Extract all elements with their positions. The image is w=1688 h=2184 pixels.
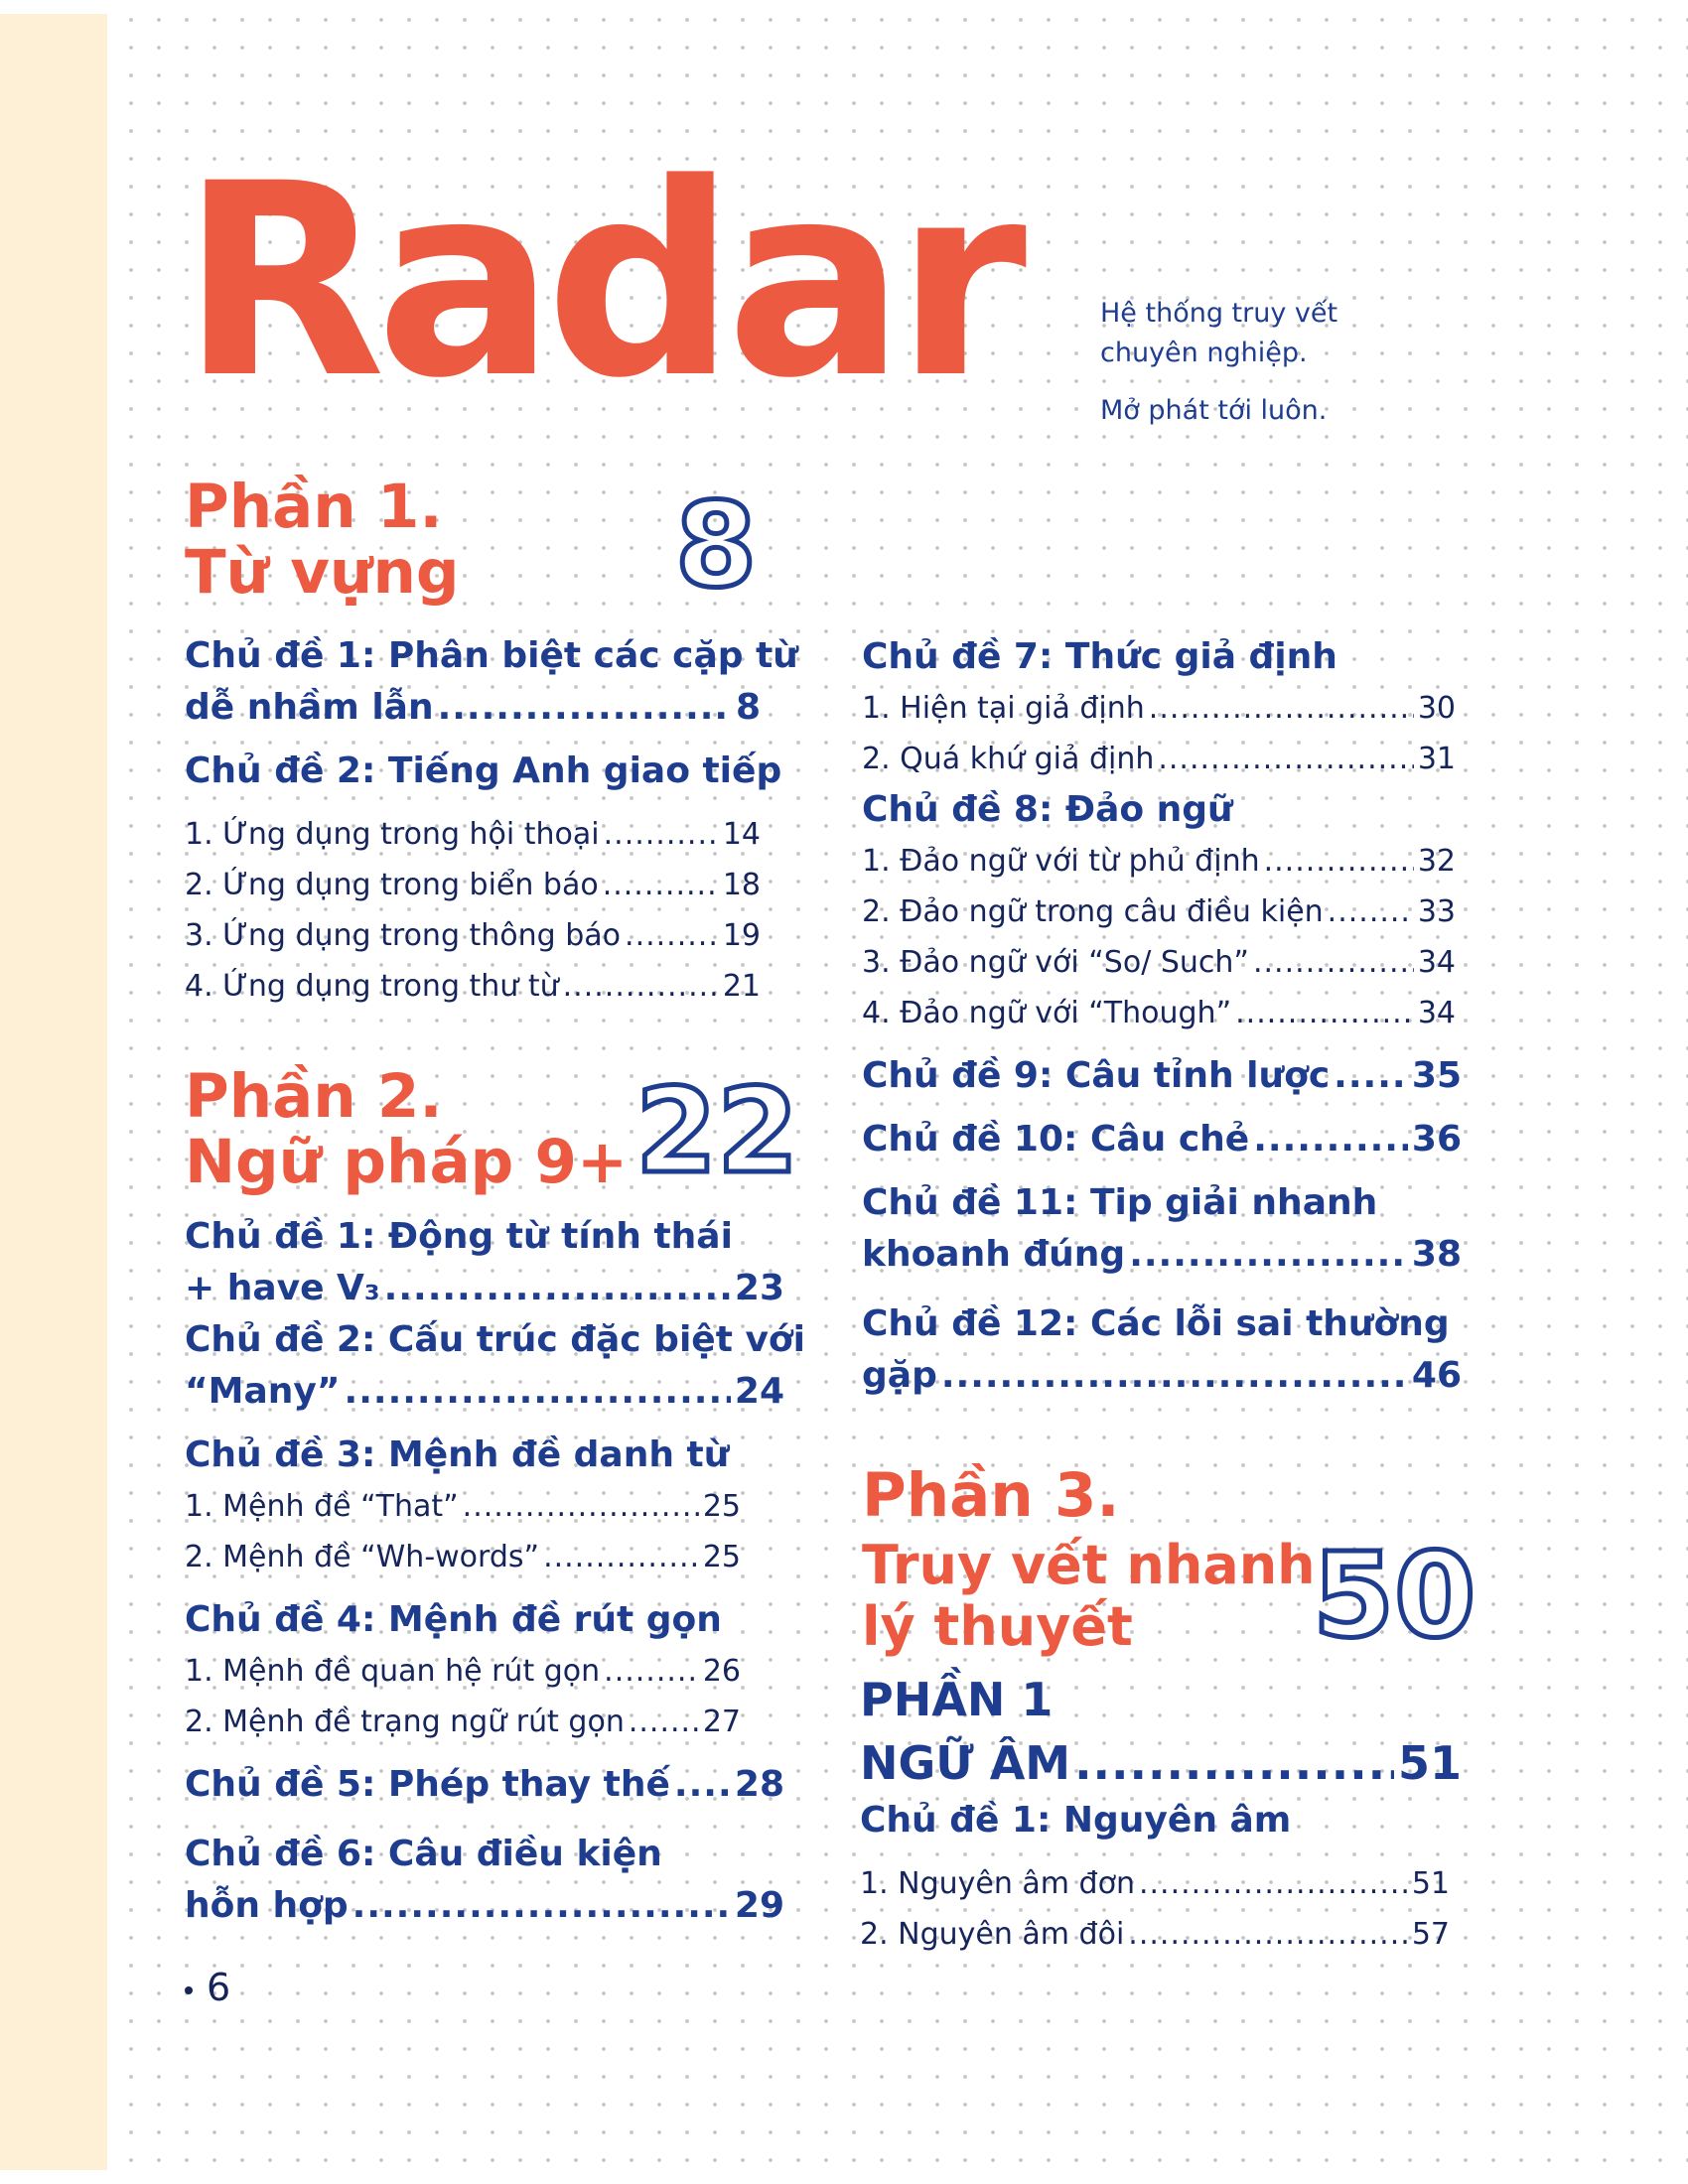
dot-leader bbox=[1139, 1858, 1408, 1909]
tagline-line-2: chuyên nghiệp. bbox=[1100, 338, 1308, 368]
item-page: 19 bbox=[722, 918, 761, 953]
item-text: 1. Ứng dụng trong hội thoại bbox=[185, 817, 600, 852]
part3-section-line1[interactable]: PHẦN 1 bbox=[860, 1673, 1054, 1726]
part2-topic6-line1[interactable]: Chủ đề 6: Câu điều kiện bbox=[185, 1834, 662, 1874]
part2-topic5-title: Chủ đề 5: Phép thay thế bbox=[185, 1764, 670, 1805]
part2-topic12-line2: gặp bbox=[862, 1355, 937, 1396]
dot-leader bbox=[1334, 1050, 1408, 1102]
list-item[interactable] bbox=[185, 910, 761, 961]
part2-topic2-page: 24 bbox=[734, 1371, 784, 1412]
part1-topic1-line2: dễ nhầm lẫn bbox=[185, 687, 434, 728]
part2-topic2-entry[interactable] bbox=[185, 1366, 784, 1418]
dot-leader bbox=[563, 961, 719, 1012]
item-page: 31 bbox=[1417, 742, 1456, 776]
dot-leader bbox=[345, 1366, 731, 1418]
strip-top-edge bbox=[0, 0, 107, 14]
part2-topic9-entry[interactable] bbox=[862, 1050, 1462, 1102]
part2-topic1-line1[interactable]: Chủ đề 1: Động từ tính thái bbox=[185, 1216, 733, 1257]
item-page: 51 bbox=[1411, 1866, 1450, 1901]
part3-label: Phần 3. bbox=[862, 1460, 1120, 1531]
part3-name-line1: Truy vết nhanh bbox=[862, 1534, 1316, 1596]
dot-leader bbox=[1328, 887, 1414, 937]
book-title: Radar bbox=[181, 127, 1018, 437]
tagline-line-1: Hệ thống truy vết bbox=[1100, 298, 1338, 329]
dot-leader bbox=[603, 860, 719, 910]
item-text: 1. Mệnh đề quan hệ rút gọn bbox=[185, 1654, 601, 1689]
item-text: 2. Đảo ngữ trong câu điều kiện bbox=[862, 894, 1324, 929]
dot-leader bbox=[629, 1697, 699, 1747]
item-page: 33 bbox=[1417, 894, 1456, 929]
item-text: 1. Mệnh đề “That” bbox=[185, 1489, 459, 1524]
part3-heading bbox=[862, 1460, 1120, 1531]
dot-leader bbox=[438, 682, 732, 734]
dot-leader bbox=[1253, 1114, 1408, 1165]
item-page: 32 bbox=[1417, 844, 1456, 879]
list-item[interactable] bbox=[860, 1909, 1450, 1960]
item-text: 2. Mệnh đề “Wh-words” bbox=[185, 1540, 540, 1574]
item-page: 34 bbox=[1417, 945, 1456, 980]
item-text: 1. Nguyên âm đơn bbox=[860, 1866, 1135, 1901]
part2-heading bbox=[185, 1061, 629, 1197]
part1-name: Từ vựng bbox=[185, 537, 460, 608]
part2-topic12-line1[interactable]: Chủ đề 12: Các lỗi sai thường bbox=[862, 1303, 1450, 1344]
part3-name bbox=[862, 1535, 1316, 1658]
list-item[interactable] bbox=[862, 836, 1456, 887]
item-text: 2. Quá khứ giả định bbox=[862, 742, 1155, 776]
dot-leader bbox=[1253, 937, 1414, 988]
item-text: 2. Nguyên âm đôi bbox=[860, 1917, 1125, 1952]
list-item[interactable] bbox=[185, 1697, 741, 1747]
item-page: 26 bbox=[702, 1654, 741, 1689]
part2-toc-right bbox=[862, 631, 1462, 1402]
item-page: 25 bbox=[702, 1540, 741, 1574]
part2-topic1-line2: + have V₃ bbox=[185, 1268, 380, 1308]
list-item[interactable] bbox=[862, 887, 1456, 937]
list-item[interactable] bbox=[185, 809, 761, 860]
part3-section-line2: NGỮ ÂM bbox=[860, 1736, 1071, 1790]
dot-leader bbox=[941, 1350, 1408, 1402]
part1-toc bbox=[185, 630, 798, 1012]
part3-section-page: 51 bbox=[1397, 1736, 1462, 1790]
list-item[interactable] bbox=[185, 860, 761, 910]
dot-leader bbox=[604, 1646, 699, 1697]
part2-topic5-entry[interactable] bbox=[185, 1759, 784, 1811]
part2-topic8-title[interactable]: Chủ đề 8: Đảo ngữ bbox=[862, 789, 1233, 830]
item-text: 4. Ứng dụng trong thư từ bbox=[185, 969, 559, 1004]
part2-topic2-line1[interactable]: Chủ đề 2: Cấu trúc đặc biệt với bbox=[185, 1319, 805, 1360]
part2-topic9-title: Chủ đề 9: Câu tỉnh lược bbox=[862, 1055, 1331, 1096]
part2-topic5-page: 28 bbox=[734, 1764, 784, 1805]
item-text: 3. Ứng dụng trong thông báo bbox=[185, 918, 622, 953]
list-item[interactable] bbox=[185, 1532, 741, 1582]
list-item[interactable] bbox=[862, 937, 1456, 988]
bullet-icon bbox=[185, 1986, 193, 1994]
part2-topic12-page: 46 bbox=[1411, 1355, 1462, 1396]
item-text: 2. Ứng dụng trong biển báo bbox=[185, 868, 599, 902]
part2-topic6-entry[interactable] bbox=[185, 1880, 784, 1932]
dot-leader bbox=[604, 809, 719, 860]
part2-topic6-line2: hỗn hợp bbox=[185, 1885, 349, 1926]
list-item[interactable] bbox=[862, 988, 1456, 1038]
part1-topic1-entry[interactable] bbox=[185, 682, 761, 734]
part2-topic10-title: Chủ đề 10: Câu chẻ bbox=[862, 1119, 1250, 1160]
part3-name-line2: lý thuyết bbox=[862, 1595, 1133, 1658]
page-number bbox=[185, 1966, 230, 2009]
part1-topic2-title[interactable]: Chủ đề 2: Tiếng Anh giao tiếp bbox=[185, 751, 782, 791]
tagline bbox=[1100, 294, 1337, 431]
part2-topic12-entry[interactable] bbox=[862, 1350, 1462, 1402]
part1-heading bbox=[185, 472, 460, 608]
item-page: 34 bbox=[1417, 996, 1456, 1030]
strip-bottom-edge bbox=[0, 2170, 107, 2184]
item-page: 18 bbox=[722, 868, 761, 902]
item-page: 25 bbox=[702, 1489, 741, 1524]
part2-topic9-page: 35 bbox=[1411, 1055, 1462, 1096]
dot-leader bbox=[1235, 988, 1414, 1038]
item-page: 21 bbox=[722, 969, 761, 1004]
item-text: 3. Đảo ngữ với “So/ Such” bbox=[862, 945, 1249, 980]
part3-toc bbox=[860, 1668, 1462, 1960]
dot-leader bbox=[1128, 1909, 1408, 1960]
part2-name: Ngữ pháp 9+ bbox=[185, 1127, 629, 1197]
part2-topic1-entry[interactable] bbox=[185, 1263, 784, 1314]
dot-leader bbox=[674, 1759, 731, 1811]
part2-toc-left bbox=[185, 1211, 805, 1932]
dot-leader bbox=[543, 1532, 699, 1582]
part2-topic11-entry[interactable] bbox=[862, 1229, 1462, 1281]
part2-topic10-page: 36 bbox=[1411, 1119, 1462, 1160]
part2-topic10-entry[interactable] bbox=[862, 1114, 1462, 1165]
part2-topic11-line2: khoanh đúng bbox=[862, 1234, 1126, 1275]
part2-topic6-page: 29 bbox=[734, 1885, 784, 1926]
dot-leader bbox=[1129, 1229, 1408, 1281]
list-item[interactable] bbox=[860, 1858, 1450, 1909]
part2-label: Phần 2. bbox=[185, 1061, 443, 1132]
part3-page-number: 50 bbox=[1313, 1527, 1477, 1664]
dot-leader bbox=[1149, 683, 1414, 734]
part2-topic7-title[interactable]: Chủ đề 7: Thức giả định bbox=[862, 636, 1337, 677]
side-strip bbox=[0, 0, 107, 2184]
list-item[interactable] bbox=[185, 1481, 741, 1532]
item-text: 1. Đảo ngữ với từ phủ định bbox=[862, 844, 1260, 879]
part2-topic4-title[interactable]: Chủ đề 4: Mệnh đề rút gọn bbox=[185, 1599, 722, 1640]
part2-page-number: 22 bbox=[635, 1062, 799, 1199]
dot-leader bbox=[1264, 836, 1414, 887]
part2-topic1-page: 23 bbox=[734, 1268, 784, 1308]
item-page: 57 bbox=[1411, 1917, 1450, 1952]
part1-topic1-line1[interactable]: Chủ đề 1: Phân biệt các cặp từ bbox=[185, 635, 798, 676]
dot-leader bbox=[384, 1263, 731, 1314]
part2-topic3-title[interactable]: Chủ đề 3: Mệnh đề danh từ bbox=[185, 1434, 730, 1475]
item-text: 1. Hiện tại giả định bbox=[862, 691, 1145, 726]
dot-leader bbox=[1074, 1731, 1394, 1795]
part1-topic1-page: 8 bbox=[735, 687, 761, 728]
item-page: 30 bbox=[1417, 691, 1456, 726]
page-number-value: 6 bbox=[207, 1966, 231, 2009]
dot-leader bbox=[463, 1481, 699, 1532]
tagline-line-3: Mở phát tới luôn. bbox=[1100, 395, 1328, 426]
part2-topic11-line1[interactable]: Chủ đề 11: Tip giải nhanh bbox=[862, 1182, 1378, 1223]
dot-leader bbox=[625, 910, 719, 961]
dot-leader bbox=[352, 1880, 731, 1932]
part3-section-entry[interactable] bbox=[860, 1731, 1462, 1795]
part3-topic1-title[interactable]: Chủ đề 1: Nguyên âm bbox=[860, 1800, 1292, 1841]
list-item[interactable] bbox=[185, 1646, 741, 1697]
list-item[interactable] bbox=[185, 961, 761, 1012]
part2-topic11-page: 38 bbox=[1411, 1234, 1462, 1275]
part1-label: Phần 1. bbox=[185, 472, 443, 542]
part2-topic2-line2: “Many” bbox=[185, 1371, 341, 1412]
item-page: 27 bbox=[702, 1705, 741, 1739]
item-text: 4. Đảo ngữ với “Though” bbox=[862, 996, 1232, 1030]
item-page: 14 bbox=[722, 817, 761, 852]
list-item[interactable] bbox=[862, 734, 1456, 784]
list-item[interactable] bbox=[862, 683, 1456, 734]
item-text: 2. Mệnh đề trạng ngữ rút gọn bbox=[185, 1705, 625, 1739]
part1-page-number: 8 bbox=[675, 477, 758, 614]
dot-leader bbox=[1158, 734, 1413, 784]
